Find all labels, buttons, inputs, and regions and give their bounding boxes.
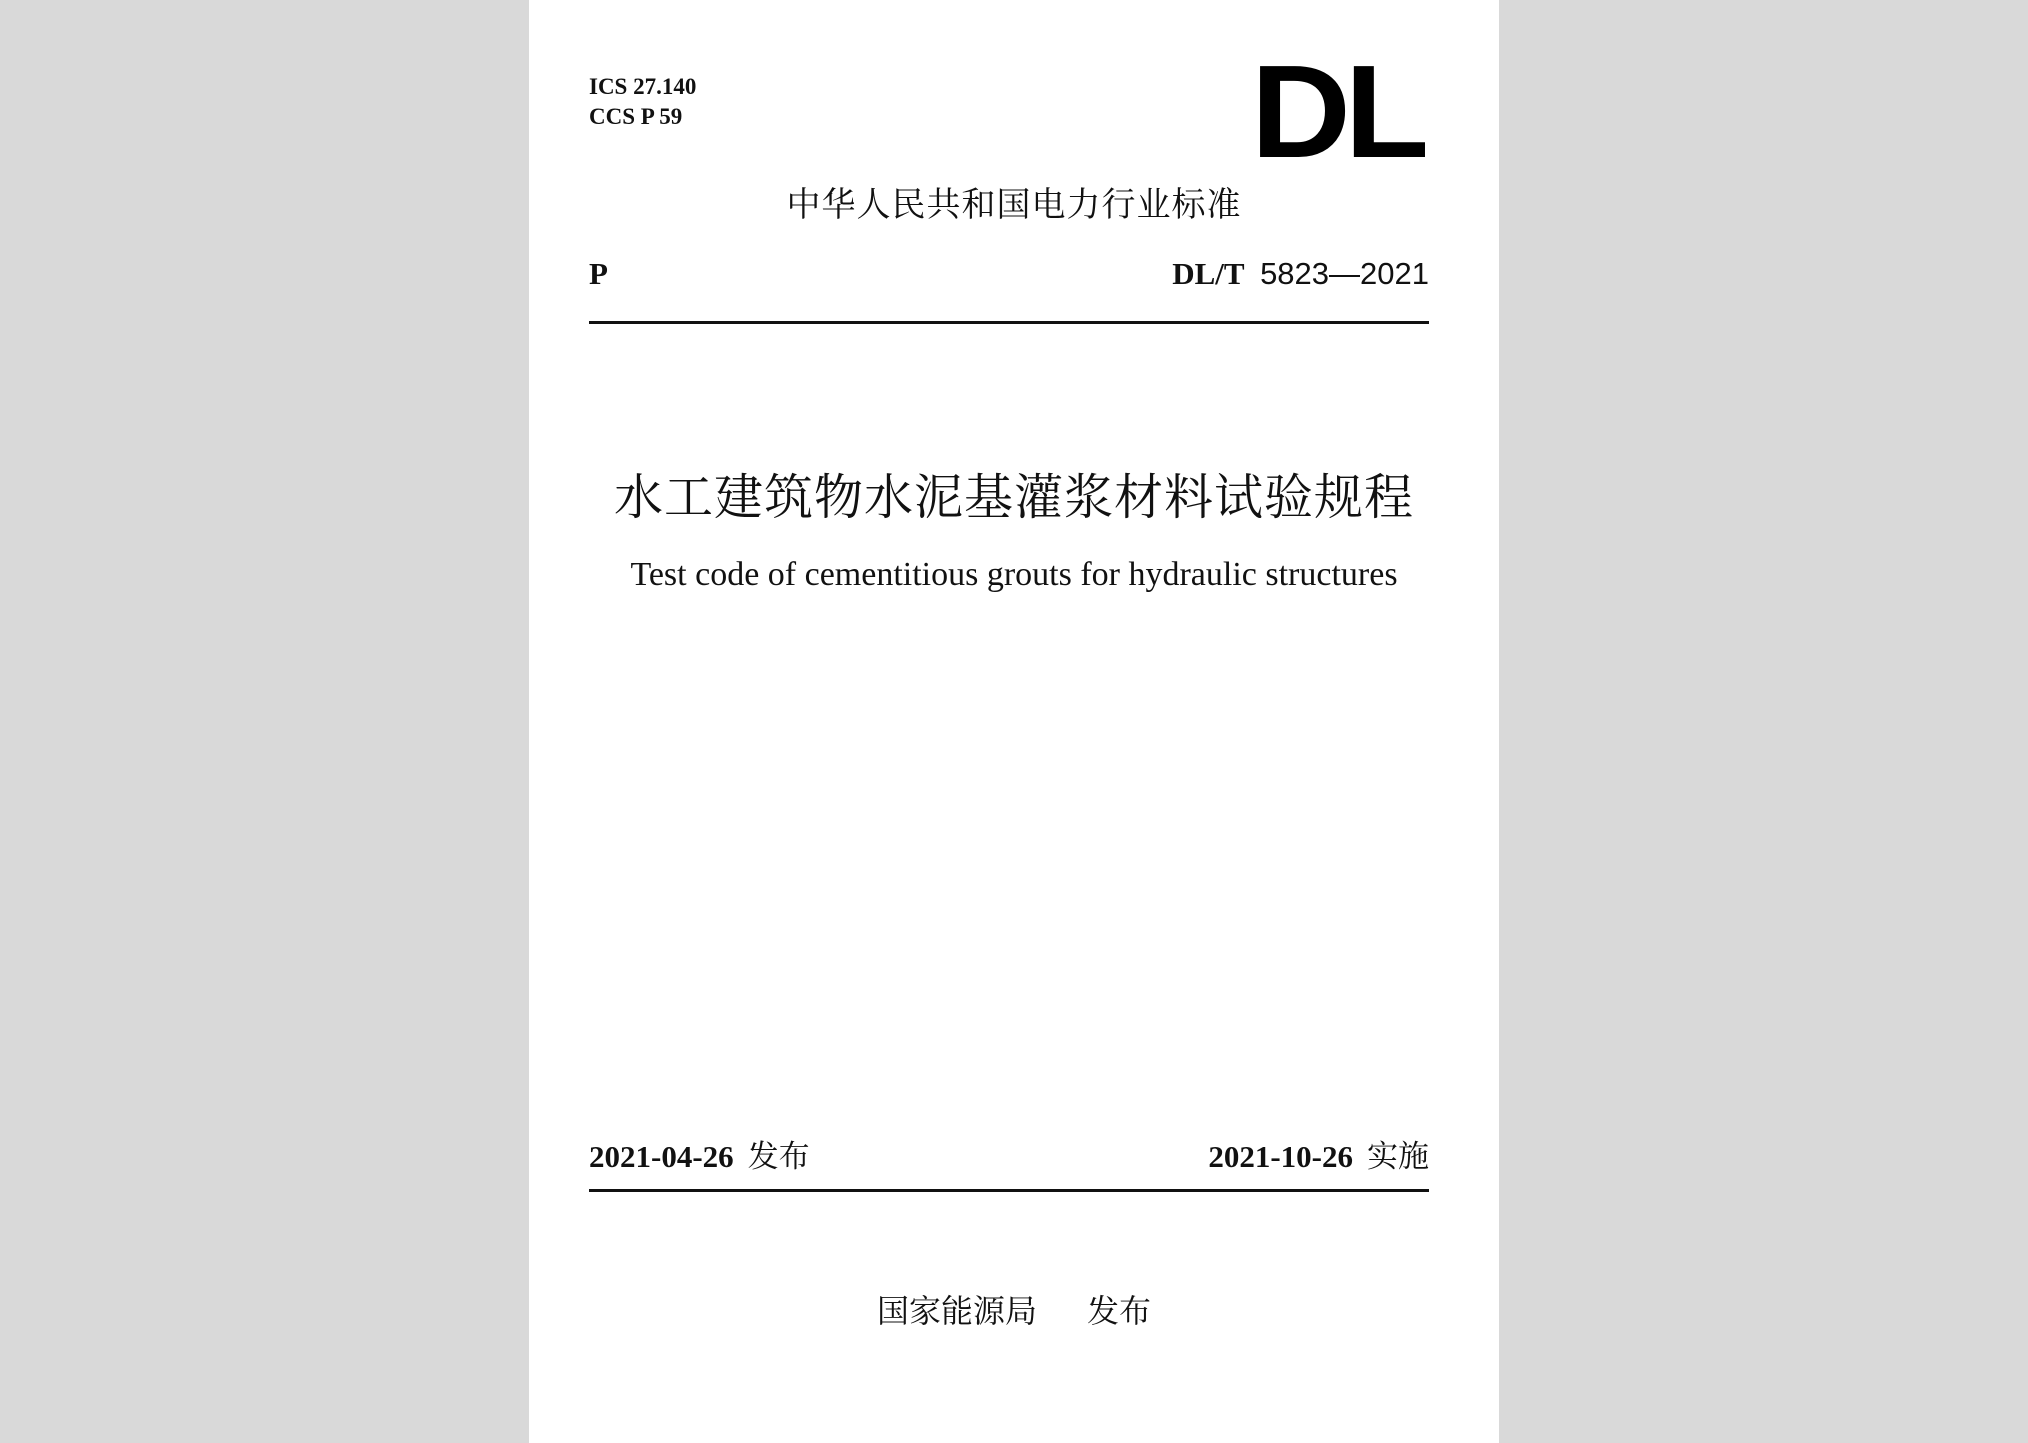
title-chinese: 水工建筑物水泥基灌浆材料试验规程 (613, 469, 1414, 526)
title-english: Test code of cementitious grouts for hydraulic structures (630, 556, 1398, 593)
issuer-label: 发布 (1087, 1292, 1152, 1330)
document-page (529, 0, 1499, 1443)
implement-date: 2021-10-26 (1208, 1139, 1353, 1174)
ics-code: ICS 27.140 (589, 74, 697, 99)
issue-date: 2021-04-26 (589, 1139, 734, 1174)
standard-code (1172, 256, 1429, 292)
top-divider (589, 321, 1429, 324)
classification-codes (589, 72, 696, 132)
national-standard-heading: 中华人民共和国电力行业标准 (786, 185, 1242, 225)
issue-label: 发布 (747, 1139, 810, 1175)
standard-code-number: 5823—2021 (1260, 256, 1429, 291)
issuer-line (529, 1289, 1499, 1333)
issue-date-line (589, 1137, 810, 1177)
category-letter: P (589, 256, 608, 291)
bottom-divider (589, 1189, 1429, 1192)
ccs-code: CCS P 59 (589, 104, 683, 129)
implement-label: 实施 (1367, 1139, 1429, 1175)
issuer-organization: 国家能源局 (876, 1292, 1037, 1330)
dl-logo: DL (1250, 38, 1423, 185)
standard-code-prefix: DL/T (1172, 256, 1245, 291)
implement-date-line (1208, 1137, 1429, 1177)
